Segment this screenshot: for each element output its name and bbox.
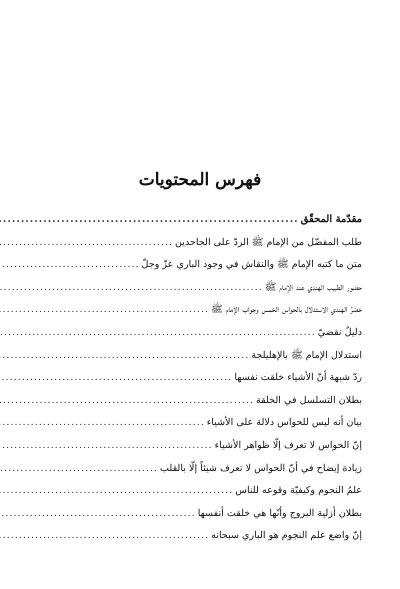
toc-entry-title: علمُ النجوم وكيفيّة وقوعه للناس <box>235 485 362 497</box>
toc-dot-leader <box>0 439 213 453</box>
page-title: فهرس المحتويات <box>138 170 262 190</box>
toc-entry-title: زيادة إيضاح في أنّ الحواس لا تعرف شيئاً إلّا بالقلب <box>159 462 362 474</box>
toc-entry[interactable] <box>36 507 362 530</box>
toc-dot-leader <box>0 416 205 430</box>
toc-entry-title: ردّ شبهة أنّ الأشياء خلقت نفسها <box>234 372 362 384</box>
toc-dot-leader <box>0 371 232 385</box>
toc-dot-leader <box>0 394 254 408</box>
toc-dot-leader <box>0 303 209 317</box>
toc-entry[interactable] <box>36 349 362 372</box>
toc-dot-leader <box>0 281 263 295</box>
toc-entry-title: استدلال الإمام ﷺ بالإهليلجة <box>251 349 362 361</box>
toc-entry-title: بطلان التسلسل في الخلقة <box>255 394 362 406</box>
toc-entry-title: دليلٌ نقضيّ <box>317 326 362 338</box>
toc-dot-leader <box>0 258 140 272</box>
toc-dot-leader <box>0 484 233 498</box>
toc-entry-title: طلب المفضّل من الإمام ﷺ الردّ على الجاحدين <box>174 236 362 248</box>
toc-entry-title: إنّ الحواس لا تعرف إلّا ظواهر الأشياء <box>214 439 362 451</box>
toc-dot-leader <box>0 529 209 543</box>
toc-entry[interactable] <box>36 529 362 552</box>
toc-entry-title: مقدّمة المحقّق <box>300 214 362 225</box>
toc-entry[interactable] <box>36 462 362 485</box>
toc-entry[interactable] <box>36 394 362 417</box>
toc-dot-leader <box>0 349 249 363</box>
toc-entry-title: متن ما كتبه الإمام ﷺ والنقاش في وجود الباري عزّ وجلّ <box>141 259 362 271</box>
toc-entry[interactable] <box>36 236 362 259</box>
toc-dot-leader <box>0 462 158 476</box>
toc-entry[interactable] <box>36 213 362 236</box>
toc-entry[interactable] <box>36 439 362 462</box>
toc-entry[interactable] <box>36 416 362 439</box>
toc-entry[interactable] <box>36 281 362 304</box>
toc-dot-leader <box>0 326 316 340</box>
toc-list <box>36 213 362 552</box>
toc-dot-leader <box>0 213 299 227</box>
toc-entry-title: حضور الطبيب الهندي عند الإمام ﷺ <box>264 281 362 293</box>
toc-entry-title: بطلان أزلية البروج وأنّها هي خلقت أنفسها <box>197 507 362 519</box>
toc-entry-title: حَصْرُ الهندي الاستدلال بالحواس الخمس وجواب الإمام ﷺ <box>211 304 362 316</box>
toc-entry[interactable] <box>36 303 362 326</box>
toc-entry[interactable] <box>36 326 362 349</box>
toc-entry-title: إنّ واضع علم النجوم هو الباري سبحانه <box>211 530 362 542</box>
toc-entry-title: بيان أنه ليس للحواس دلالة على الأشياء <box>206 417 362 429</box>
toc-dot-leader <box>0 507 196 521</box>
toc-entry[interactable] <box>36 484 362 507</box>
toc-entry[interactable] <box>36 371 362 394</box>
toc-entry[interactable] <box>36 258 362 281</box>
toc-dot-leader <box>0 236 173 250</box>
